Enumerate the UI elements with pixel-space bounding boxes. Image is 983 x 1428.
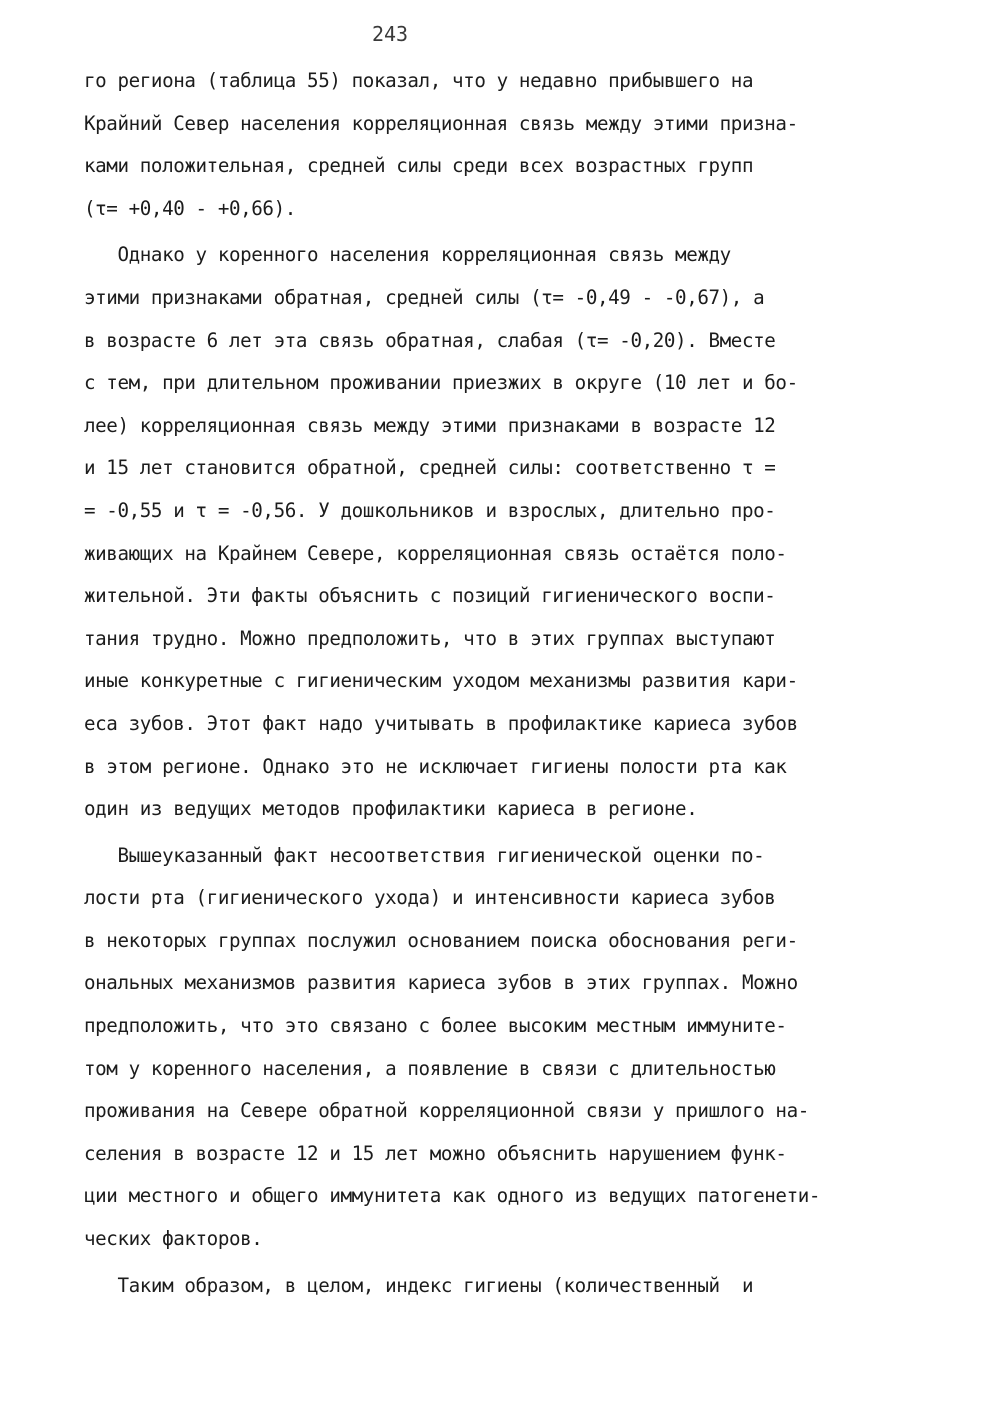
text-line: живающих на Крайнем Севере, корреляционная связь остаётся поло-	[84, 541, 787, 565]
text-line: (τ= +0,40 - +0,66).	[84, 196, 296, 220]
text-line: го региона (таблица 55) показал, что у недавно прибывшего на	[84, 69, 754, 92]
text-line: лее) корреляционная связь между этими признаками в возрасте 12	[84, 413, 776, 437]
text-line: проживания на Севере обратной корреляционной связи у пришлого на-	[84, 1099, 809, 1123]
text-line: один из ведущих методов профилактики кариеса в регионе.	[84, 797, 698, 821]
text-line: лости рта (гигиенического ухода) и интенсивности кариеса зубов	[84, 886, 776, 910]
text-line: ции местного и общего иммунитета как одного из ведущих патогенети-	[84, 1184, 821, 1208]
text-line: этими признаками обратная, средней силы (τ= -0,49 - -0,67), а	[84, 285, 765, 309]
text-line: Однако у коренного населения корреляционная связь между	[84, 243, 731, 267]
page-number: 243	[371, 22, 409, 46]
text-line: = -0,55 и τ = -0,56. У дошкольников и взрослых, длительно про-	[84, 498, 776, 522]
text-line: жительной. Эти факты объяснить с позиций гигиенического воспи-	[84, 584, 776, 608]
text-line: Вышеуказанный факт несоответствия гигиенической оценки по-	[84, 843, 765, 867]
text-line: в некоторых группах послужил основанием поиска обоснования реги-	[84, 928, 798, 952]
text-line: ческих факторов.	[84, 1227, 263, 1251]
text-line: Таким образом, в целом, индекс гигиены (количественный и	[84, 1273, 754, 1297]
text-line: предположить, что это связано с более высоким местным иммуните-	[84, 1014, 787, 1038]
text-line: том у коренного населения, а появление в связи с длительностью	[84, 1056, 776, 1080]
text-line: в этом регионе. Однако это не исключает гигиены полости рта как	[84, 754, 787, 778]
text-line: ональных механизмов развития кариеса зубов в этих группах. Можно	[84, 971, 798, 995]
text-line: Крайний Север населения корреляционная связь между этими призна-	[84, 111, 798, 135]
text-line: в возрасте 6 лет эта связь обратная, слабая (τ= -0,20). Вместе	[84, 328, 776, 352]
text-line: иные конкуретные с гигиеническим уходом механизмы развития кари-	[84, 669, 798, 693]
text-line: ками положительная, средней силы среди всех возрастных групп	[84, 154, 754, 178]
text-line: и 15 лет становится обратной, средней силы: соответственно τ =	[84, 456, 776, 480]
text-line: селения в возрасте 12 и 15 лет можно объяснить нарушением функ-	[84, 1141, 787, 1165]
text-line: с тем, при длительном проживании приезжих в округе (10 лет и бо-	[84, 371, 798, 395]
text-line: тания трудно. Можно предположить, что в этих группах выступают	[84, 626, 776, 650]
document-body	[84, 60, 904, 1307]
text-line: еса зубов. Этот факт надо учитывать в профилактике кариеса зубов	[84, 711, 798, 735]
